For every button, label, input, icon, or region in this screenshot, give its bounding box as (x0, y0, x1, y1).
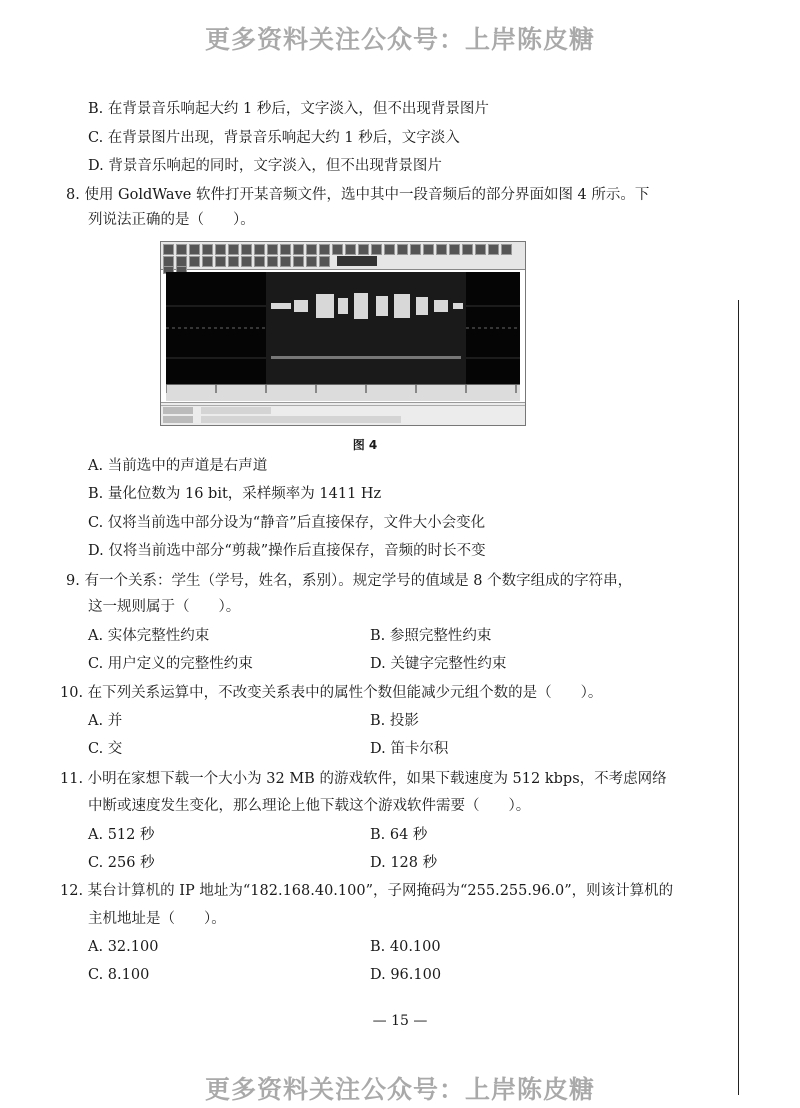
waveform-graphic (166, 272, 520, 384)
q10-option-c: C. 交 (88, 741, 123, 757)
toolbar-row-1 (163, 244, 521, 255)
page-number: — 15 — (372, 1013, 428, 1029)
q11-option-d: D. 128 秒 (370, 855, 438, 871)
q9-option-d: D. 关键字完整性约束 (370, 656, 507, 672)
q8-stem-line1: 8. 使用 GoldWave 软件打开某音频文件，选中其中一段音频后的部分界面如图 4 所示。下 (66, 187, 650, 203)
watermark-bottom: 更多资料关注公众号：上岸陈皮糖 (204, 1075, 595, 1104)
q10-option-d: D. 笛卡尔积 (370, 741, 449, 757)
q11-option-a: A. 512 秒 (88, 827, 155, 843)
q12-option-a: A. 32.100 (88, 939, 159, 955)
toolbar-row-2 (163, 256, 521, 267)
goldwave-toolbar (161, 242, 525, 270)
q9-option-a: A. 实体完整性约束 (88, 628, 210, 644)
goldwave-screenshot (160, 241, 526, 426)
time-ruler-ticks (166, 385, 520, 401)
q10-stem: 10. 在下列关系运算中，不改变关系表中的属性个数但能减少元组个数的是（ ）。 (60, 685, 603, 701)
q8-option-d: D. 仅将当前选中部分“剪裁”操作后直接保存，音频的时长不变 (88, 543, 486, 559)
q9-option-b: B. 参照完整性约束 (370, 628, 492, 644)
q8-stem-line2: 列说法正确的是（ ）。 (88, 212, 255, 228)
q8-option-a: A. 当前选中的声道是右声道 (88, 458, 268, 474)
q8-option-c: C. 仅将当前选中部分设为“静音”后直接保存，文件大小会变化 (88, 515, 486, 531)
q9-stem-line2: 这一规则属于（ ）。 (88, 599, 241, 615)
prev-option-b: B. 在背景音乐响起大约 1 秒后，文字淡入，但不出现背景图片 (88, 101, 489, 117)
q11-option-b: B. 64 秒 (370, 827, 428, 843)
q9-stem-line1: 9. 有一个关系：学生（学号，姓名，系别）。规定学号的值域是 8 个数字组成的字符串， (66, 573, 633, 589)
q11-option-c: C. 256 秒 (88, 855, 155, 871)
watermark-top: 更多资料关注公众号：上岸陈皮糖 (204, 25, 595, 54)
q12-option-c: C. 8.100 (88, 967, 150, 983)
q8-option-b: B. 量化位数为 16 bit，采样频率为 1411 Hz (88, 486, 382, 502)
q12-stem-line1: 12. 某台计算机的 IP 地址为“182.168.40.100”，子网掩码为“255.255.96.0”，则该计算机的 (60, 883, 674, 899)
q10-option-a: A. 并 (88, 713, 123, 729)
prev-option-d: D. 背景音乐响起的同时，文字淡入，但不出现背景图片 (88, 158, 442, 174)
figure-caption: 图 4 (352, 438, 378, 452)
time-ruler (166, 384, 520, 401)
waveform-display (166, 272, 520, 384)
q10-option-b: B. 投影 (370, 713, 419, 729)
q11-stem-line2: 中断或速度发生变化，那么理论上他下载这个游戏软件需要（ ）。 (88, 798, 531, 814)
q9-option-c: C. 用户定义的完整性约束 (88, 656, 253, 672)
q12-option-b: B. 40.100 (370, 939, 441, 955)
margin-rule (738, 300, 739, 1095)
q12-stem-line2: 主机地址是（ ）。 (88, 911, 226, 927)
q11-stem-line1: 11. 小明在家想下载一个大小为 32 MB 的游戏软件，如果下载速度为 512 kbps，不考虑网络 (60, 771, 667, 787)
status-bar (161, 402, 525, 425)
q12-option-d: D. 96.100 (370, 967, 442, 983)
prev-option-c: C. 在背景图片出现，背景音乐响起大约 1 秒后，文字淡入 (88, 130, 460, 146)
